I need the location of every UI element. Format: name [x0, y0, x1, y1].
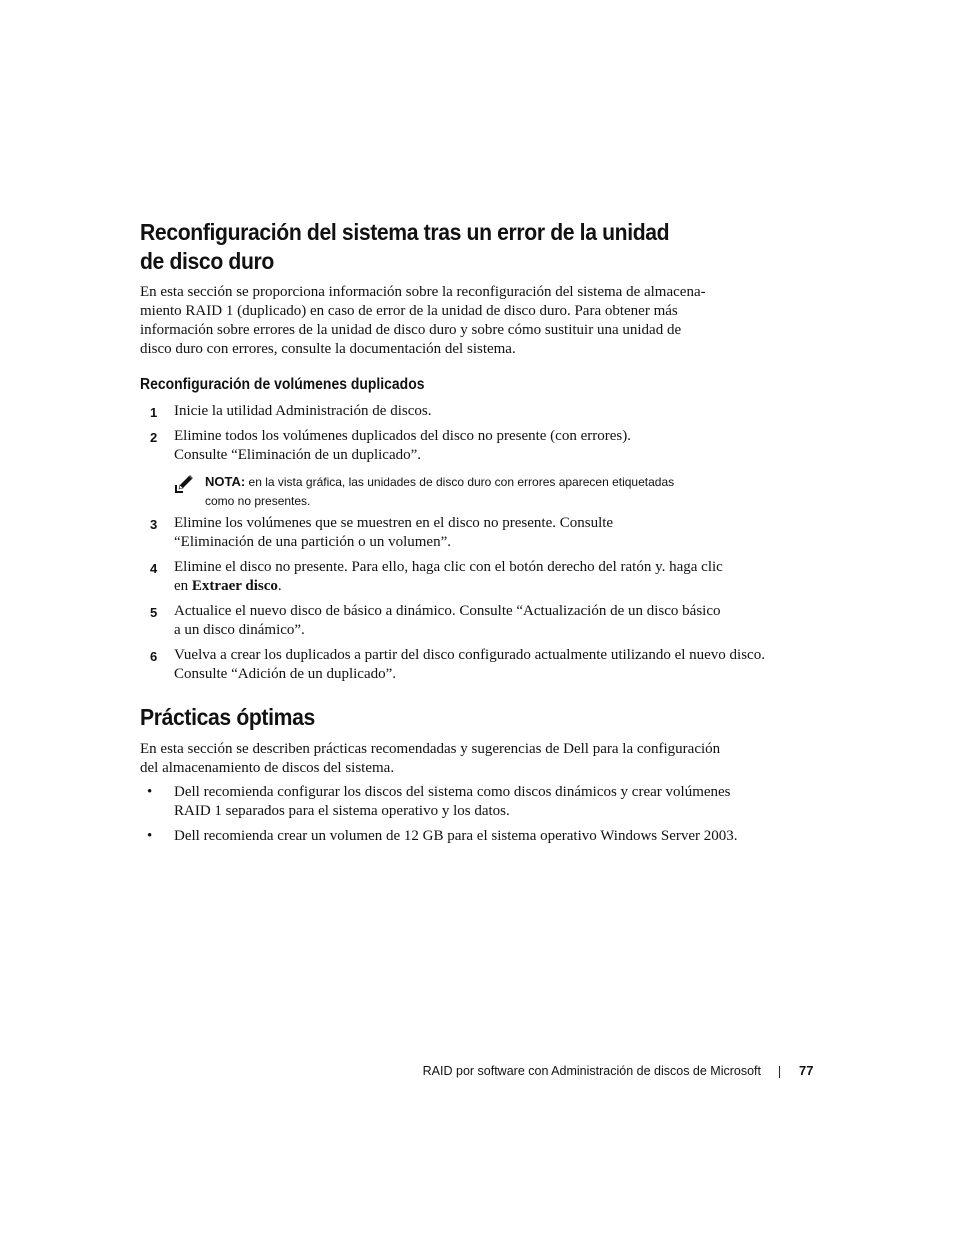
step-line: Elimine el disco no presente. Para ello, haga clic con el botón derecho del ratón y. haga clic	[174, 559, 723, 575]
paragraph-line: En esta sección se describen prácticas recomendadas y sugerencias de Dell para la configuración	[140, 741, 721, 757]
step-line: “Eliminación de una partición o un volumen”.	[174, 534, 452, 550]
step-text	[174, 514, 613, 552]
footer-title: RAID por software con Administración de discos de Microsoft	[422, 1064, 761, 1078]
step-number: 1	[150, 405, 158, 420]
pencil-note-icon	[174, 474, 194, 494]
bullet-marker: •	[147, 828, 153, 844]
step-line: Vuelva a crear los duplicados a partir del disco configurado actualmente utilizando el nuevo disco.	[174, 647, 765, 663]
paragraph-line: disco duro con errores, consulte la documentación del sistema.	[140, 341, 516, 357]
step-line: a un disco dinámico”.	[174, 622, 305, 638]
footer-divider	[779, 1066, 780, 1078]
step-number: 5	[150, 605, 158, 620]
note-body: en la vista gráfica, las unidades de disco duro con errores aparecen etiquetadas	[245, 475, 675, 489]
list-item-text	[174, 827, 738, 846]
paragraph-line: miento RAID 1 (duplicado) en caso de error de la unidad de disco duro. Para obtener más	[140, 303, 678, 319]
paragraph-line: En esta sección se proporciona información sobre la reconfiguración del sistema de almacena-	[140, 284, 706, 300]
section-intro-paragraph	[140, 283, 760, 359]
step-line-suffix: .	[277, 578, 282, 594]
step-line: Elimine los volúmenes que se muestren en el disco no presente. Consulte	[174, 515, 614, 531]
note-text	[205, 472, 674, 511]
list-item-line: RAID 1 separados para el sistema operativo y los datos.	[174, 803, 510, 819]
step-text	[174, 558, 723, 596]
step-line-prefix: en	[174, 578, 192, 594]
note-box	[174, 472, 734, 512]
section-title-line-1: Reconfiguración del sistema tras un error de la unidad	[140, 219, 670, 245]
note-line	[205, 472, 674, 492]
step-text	[174, 427, 631, 465]
page-number: 77	[799, 1063, 814, 1078]
section-title-best-practices: Prácticas óptimas	[140, 704, 315, 730]
step-line: Consulte “Adición de un duplicado”.	[174, 666, 397, 682]
paragraph-line: información sobre errores de la unidad de disco duro y sobre cómo sustituir una unidad de	[140, 322, 682, 338]
subsection-title: Reconfiguración de volúmenes duplicados	[140, 376, 425, 393]
list-item-text	[174, 783, 731, 821]
list-item-line: Dell recomienda crear un volumen de 12 GB para el sistema operativo Windows Server 2003.	[174, 828, 738, 844]
section-intro-paragraph	[140, 740, 760, 778]
list-item-line: Dell recomienda configurar los discos del sistema como discos dinámicos y crear volúmenes	[174, 784, 731, 800]
step-number: 3	[150, 517, 158, 532]
menu-command-extraer-disco: Extraer disco	[191, 578, 278, 594]
step-line	[174, 577, 723, 596]
note-line: como no presentes.	[205, 494, 311, 508]
step-line: Consulte “Eliminación de un duplicado”.	[174, 447, 422, 463]
step-line: Actualice el nuevo disco de básico a dinámico. Consulte “Actualización de un disco básico	[174, 603, 721, 619]
bullet-marker: •	[147, 784, 153, 800]
step-line: Inicie la utilidad Administración de discos.	[174, 403, 432, 419]
paragraph-line: del almacenamiento de discos del sistema.	[140, 760, 395, 776]
note-label: NOTA:	[205, 474, 246, 489]
step-text	[174, 646, 765, 684]
section-title-reconfiguration	[140, 218, 669, 276]
section-title-line-2: de disco duro	[140, 248, 274, 274]
step-number: 6	[150, 649, 158, 664]
step-text	[174, 402, 431, 421]
step-number: 4	[150, 561, 158, 576]
page-footer	[0, 1062, 954, 1080]
step-text	[174, 602, 721, 640]
step-number: 2	[150, 430, 158, 445]
step-line: Elimine todos los volúmenes duplicados del disco no presente (con errores).	[174, 428, 631, 444]
